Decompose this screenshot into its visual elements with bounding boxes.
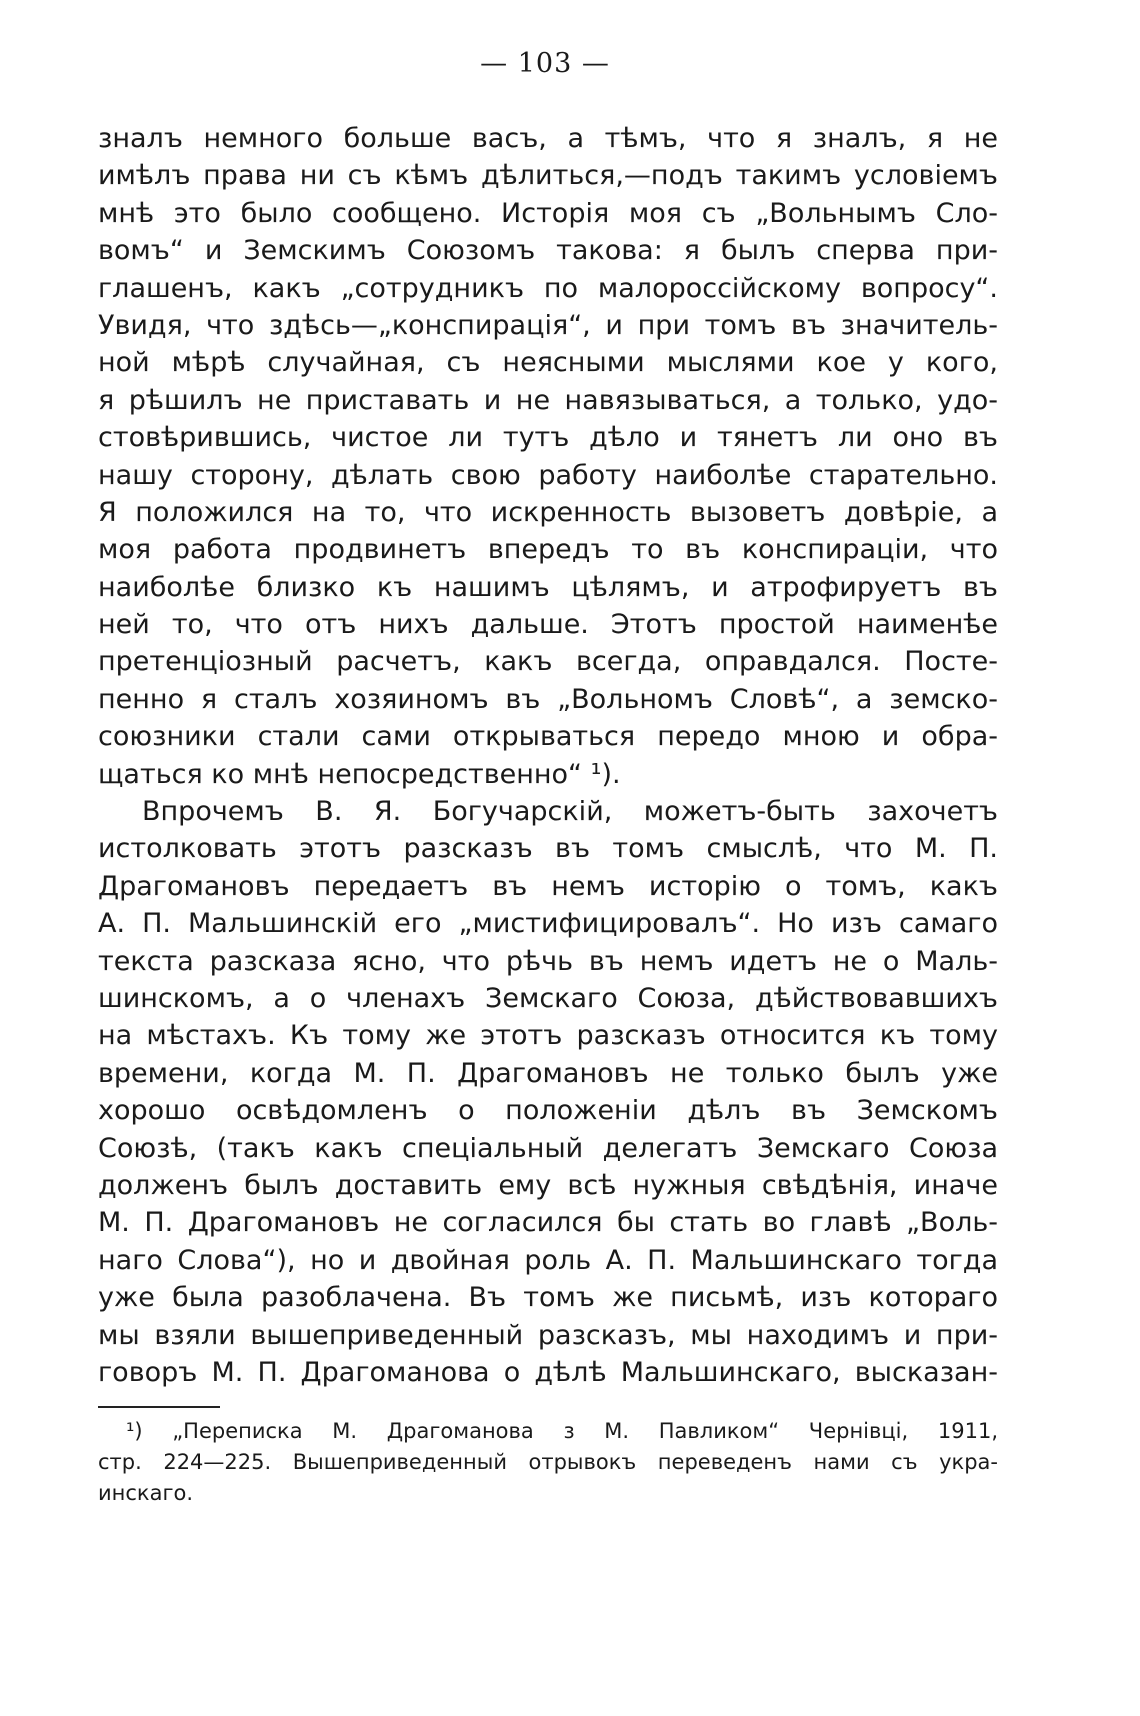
text-line: претенціозный расчетъ, какъ всегда, оправдался. Посте- [98,646,998,678]
text-line: Увидя, что здѣсь—„конспирація“, и при томъ въ значитель- [98,309,998,341]
text-line: вомъ“ и Земскимъ Союзомъ такова: я былъ сперва при- [98,235,998,267]
text-line: времени, когда М. П. Драгомановъ не только былъ уже [98,1057,998,1089]
text-line: пенно я сталъ хозяиномъ въ „Вольномъ Словѣ“, а земско- [98,683,998,715]
text-line: мы взяли вышеприведенный разсказъ, мы находимъ и при- [98,1319,998,1351]
text-line: глашенъ, какъ „сотрудникъ по малороссійскому вопросу“. [98,272,998,304]
footnote-line: инскаго. [98,1481,194,1505]
text-line: шинскомъ, а о членахъ Земскаго Союза, дѣйствовавшихъ [98,982,998,1014]
text-line: А. П. Мальшинскій его „мистифицировалъ“. Но изъ самаго [98,908,998,940]
text-line: истолковать этотъ разсказъ въ томъ смыслѣ, что М. П. [98,833,998,865]
footnote [98,1416,998,1509]
text-line: Драгомановъ передаетъ въ немъ исторію о томъ, какъ [98,870,998,902]
text-line: зналъ немного больше васъ, а тѣмъ, что я зналъ, я не [98,123,998,154]
page-number: — 103 — [480,48,610,79]
text-line: союзники стали сами открываться передо мною и обра- [98,721,998,753]
text-line: ней то, что отъ нихъ дальше. Этотъ простой наименѣе [98,609,998,641]
text-line: говоръ М. П. Драгоманова о дѣлѣ Мальшинскаго, высказан- [98,1356,998,1388]
text-line: щаться ко мнѣ непосредственно“ ¹). [98,758,621,790]
text-line: М. П. Драгомановъ не согласился бы стать во главѣ „Воль- [98,1207,998,1239]
text-line: долженъ былъ доставить ему всѣ нужныя свѣдѣнія, иначе [98,1169,998,1201]
text-line: ной мѣрѣ случайная, съ неясными мыслями кое у кого, [98,347,998,379]
text-line: уже была разоблачена. Въ томъ же письмѣ, изъ котораго [98,1282,998,1314]
text-line: нашу сторону, дѣлать свою работу наиболѣе старательно. [98,459,998,491]
text-line: Я положился на то, что искренность вызоветъ довѣріе, а [98,496,998,528]
footnote-line: ¹) „Переписка М. Драгоманова з М. Павликом“ Чернівці, 1911, [126,1419,998,1443]
footnote-line: стр. 224—225. Вышеприведенный отрывокъ переведенъ нами съ укра- [98,1450,998,1474]
text-line: наиболѣе близко къ нашимъ цѣлямъ, и атрофируетъ въ [98,571,998,603]
text-line: текста разсказа ясно, что рѣчь въ немъ идетъ не о Маль- [98,945,998,977]
text-line: моя работа продвинетъ впередъ то въ конспираціи, что [98,534,998,566]
text-line: Впрочемъ В. Я. Богучарскій, можетъ-быть захочетъ [142,796,998,828]
footnote-divider [98,1406,220,1408]
text-line: стовѣрившись, чистое ли тутъ дѣло и тянетъ ли оно въ [98,422,998,454]
text-line: я рѣшилъ не приставать и не навязываться, а только, удо- [98,384,998,416]
text-line: мнѣ это было сообщено. Исторія моя съ „Вольнымъ Сло- [98,197,998,229]
text-line: на мѣстахъ. Къ тому же этотъ разсказъ относится къ тому [98,1020,998,1052]
text-line: хорошо освѣдомленъ о положеніи дѣлъ въ Земскомъ [98,1095,998,1127]
text-line: имѣлъ права ни съ кѣмъ дѣлиться,—подъ такимъ условіемъ [98,160,998,192]
text-line: Союзѣ, (такъ какъ спеціальный делегатъ Земскаго Союза [98,1132,998,1164]
text-line: наго Слова“), но и двойная роль А. П. Мальшинскаго тогда [98,1244,998,1276]
main-text [98,120,998,1391]
